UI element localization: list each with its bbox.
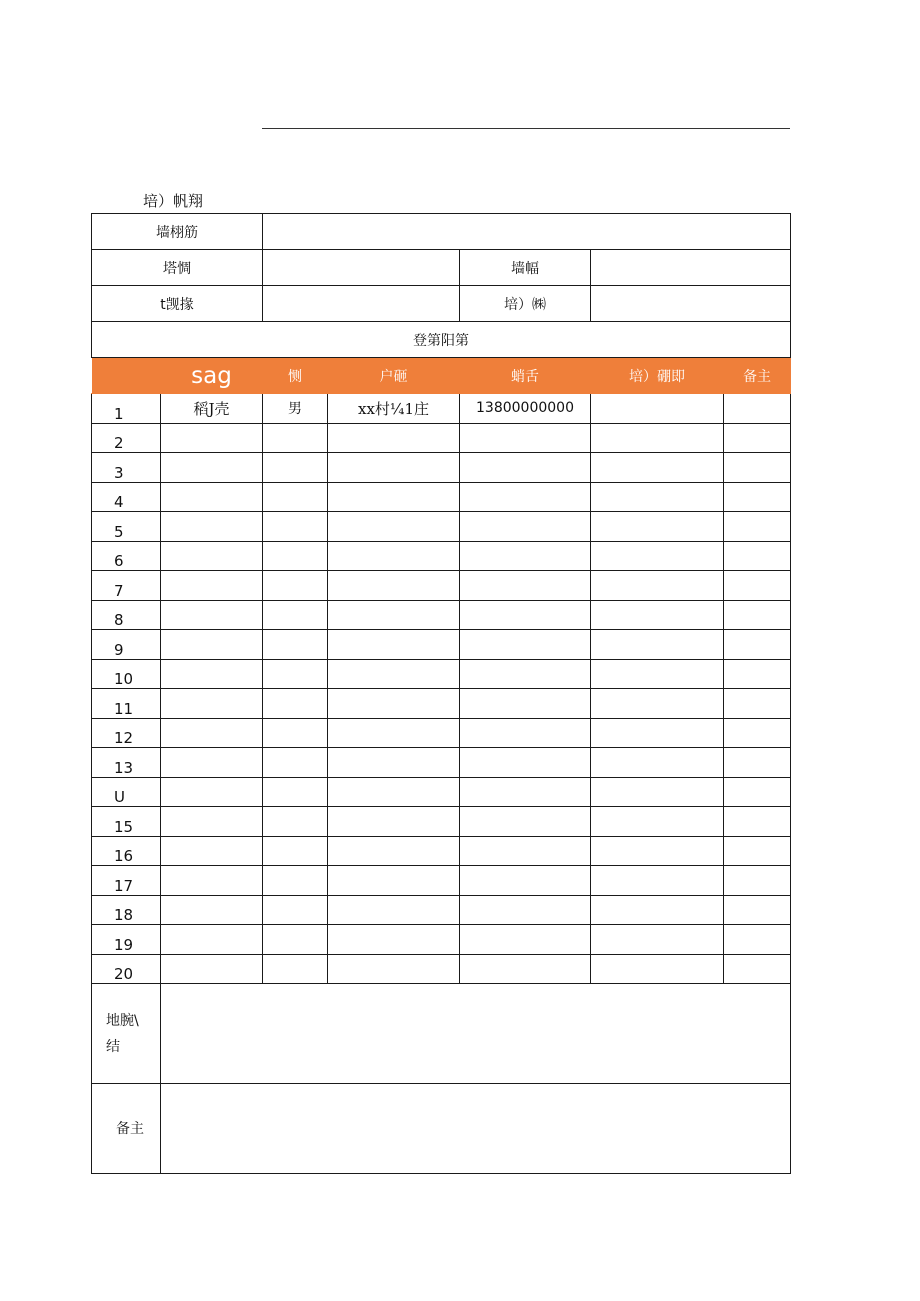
table-row	[92, 571, 791, 601]
phone-cell[interactable]	[460, 718, 591, 748]
gender-cell[interactable]	[263, 718, 328, 748]
table-row	[92, 925, 791, 955]
table-row	[92, 807, 791, 837]
table-row	[92, 512, 791, 542]
column-header-address: 户砸	[328, 358, 460, 394]
row-number: 20	[92, 954, 161, 984]
phone-cell[interactable]	[460, 925, 591, 955]
remark-cell[interactable]	[724, 423, 791, 453]
gender-cell[interactable]	[263, 748, 328, 778]
name-cell[interactable]	[161, 777, 263, 807]
row-number: 17	[92, 866, 161, 896]
name-cell[interactable]	[161, 512, 263, 542]
info-label-1: 墙栩筋	[92, 214, 263, 250]
gender-cell[interactable]	[263, 571, 328, 601]
remark-cell[interactable]	[724, 453, 791, 483]
phone-cell[interactable]	[460, 512, 591, 542]
date-cell[interactable]	[591, 512, 724, 542]
column-header-remark: 备主	[724, 358, 791, 394]
name-cell[interactable]	[161, 630, 263, 660]
remark-cell[interactable]	[724, 777, 791, 807]
gender-cell[interactable]	[263, 659, 328, 689]
date-cell[interactable]	[591, 571, 724, 601]
date-cell[interactable]	[591, 482, 724, 512]
remark-cell[interactable]	[724, 541, 791, 571]
info-label-2b: 墙幅	[460, 250, 591, 286]
address-cell[interactable]	[328, 571, 460, 601]
gender-cell[interactable]	[263, 954, 328, 984]
table-row	[92, 659, 791, 689]
table-row	[92, 895, 791, 925]
name-cell[interactable]	[161, 954, 263, 984]
name-cell[interactable]	[161, 689, 263, 719]
section-title: 登第阳第	[92, 322, 791, 358]
phone-cell[interactable]	[460, 600, 591, 630]
table-row	[92, 600, 791, 630]
summary-label-line1: 地腕\	[106, 1012, 139, 1029]
gender-cell[interactable]	[263, 541, 328, 571]
phone-cell[interactable]	[460, 630, 591, 660]
gender-cell[interactable]	[263, 866, 328, 896]
name-cell[interactable]	[161, 571, 263, 601]
date-cell[interactable]	[591, 541, 724, 571]
address-cell[interactable]	[328, 482, 460, 512]
remark-cell[interactable]	[724, 866, 791, 896]
row-number: 8	[92, 600, 161, 630]
table-row	[92, 541, 791, 571]
gender-cell[interactable]	[263, 925, 328, 955]
summary-label	[92, 984, 161, 1084]
date-cell[interactable]	[591, 777, 724, 807]
name-cell[interactable]	[161, 659, 263, 689]
phone-cell[interactable]	[460, 954, 591, 984]
address-cell[interactable]	[328, 925, 460, 955]
address-cell[interactable]	[328, 659, 460, 689]
date-cell[interactable]	[591, 718, 724, 748]
column-header-phone: 蛸舌	[460, 358, 591, 394]
info-label-3a: t觊掾	[92, 286, 263, 322]
table-row	[92, 836, 791, 866]
name-cell[interactable]	[161, 718, 263, 748]
gender-cell[interactable]	[263, 895, 328, 925]
row-number: 6	[92, 541, 161, 571]
date-cell[interactable]	[591, 659, 724, 689]
info-value-2b[interactable]	[591, 250, 791, 286]
address-cell[interactable]	[328, 748, 460, 778]
phone-cell[interactable]: 13800000000	[460, 394, 591, 424]
remark-cell[interactable]	[724, 482, 791, 512]
date-cell[interactable]	[591, 895, 724, 925]
phone-cell[interactable]	[460, 807, 591, 837]
date-cell[interactable]	[591, 630, 724, 660]
name-cell[interactable]	[161, 541, 263, 571]
date-cell[interactable]	[591, 866, 724, 896]
date-cell[interactable]	[591, 807, 724, 837]
phone-cell[interactable]	[460, 689, 591, 719]
row-number: 10	[92, 659, 161, 689]
table-row	[92, 866, 791, 896]
date-cell[interactable]	[591, 836, 724, 866]
remark-cell[interactable]	[724, 571, 791, 601]
remark-cell[interactable]	[724, 630, 791, 660]
name-cell[interactable]	[161, 866, 263, 896]
table-row	[92, 777, 791, 807]
remark-label: 备主	[92, 1084, 161, 1174]
table-row	[92, 630, 791, 660]
table-row	[92, 423, 791, 453]
row-number: 1	[92, 394, 161, 424]
remark-cell[interactable]	[724, 836, 791, 866]
gender-cell[interactable]	[263, 807, 328, 837]
phone-cell[interactable]	[460, 541, 591, 571]
phone-cell[interactable]	[460, 748, 591, 778]
name-cell[interactable]	[161, 600, 263, 630]
name-cell[interactable]	[161, 925, 263, 955]
gender-cell[interactable]: 男	[263, 394, 328, 424]
gender-cell[interactable]	[263, 512, 328, 542]
data-rows	[92, 394, 791, 984]
row-number: 18	[92, 895, 161, 925]
gender-cell[interactable]	[263, 482, 328, 512]
table-row	[92, 453, 791, 483]
top-rule	[262, 128, 790, 129]
remark-cell[interactable]	[724, 659, 791, 689]
column-header-gender: 恻	[263, 358, 328, 394]
remark-cell[interactable]	[724, 954, 791, 984]
date-cell[interactable]	[591, 689, 724, 719]
address-cell[interactable]	[328, 807, 460, 837]
row-number: 13	[92, 748, 161, 778]
row-number: 4	[92, 482, 161, 512]
row-number: 5	[92, 512, 161, 542]
address-cell[interactable]	[328, 453, 460, 483]
info-value-2a[interactable]	[263, 250, 460, 286]
date-cell[interactable]	[591, 925, 724, 955]
gender-cell[interactable]	[263, 423, 328, 453]
remark-value[interactable]	[161, 1084, 791, 1174]
info-value-3a[interactable]	[263, 286, 460, 322]
remark-cell[interactable]	[724, 748, 791, 778]
table-row	[92, 482, 791, 512]
remark-cell[interactable]	[724, 600, 791, 630]
phone-cell[interactable]	[460, 659, 591, 689]
address-cell[interactable]	[328, 512, 460, 542]
phone-cell[interactable]	[460, 423, 591, 453]
row-number: 11	[92, 689, 161, 719]
phone-cell[interactable]	[460, 777, 591, 807]
table-row	[92, 748, 791, 778]
row-number: 9	[92, 630, 161, 660]
table-row	[92, 718, 791, 748]
address-cell[interactable]	[328, 895, 460, 925]
phone-cell[interactable]	[460, 482, 591, 512]
address-cell[interactable]	[328, 718, 460, 748]
address-cell[interactable]	[328, 423, 460, 453]
summary-label-line2: 结	[106, 1038, 120, 1055]
remark-cell[interactable]	[724, 689, 791, 719]
column-header-row	[92, 358, 791, 394]
gender-cell[interactable]	[263, 453, 328, 483]
address-cell[interactable]	[328, 689, 460, 719]
info-label-3b: 培）㈱	[460, 286, 591, 322]
address-cell[interactable]	[328, 600, 460, 630]
address-cell[interactable]	[328, 630, 460, 660]
column-header-index	[92, 358, 161, 394]
address-cell[interactable]: xx村¼1庄	[328, 394, 460, 424]
date-cell[interactable]	[591, 394, 724, 424]
row-number: 12	[92, 718, 161, 748]
name-cell[interactable]	[161, 453, 263, 483]
name-cell[interactable]	[161, 482, 263, 512]
registration-form-table	[91, 213, 791, 1174]
row-number: 16	[92, 836, 161, 866]
column-header-name: sag	[161, 358, 263, 394]
info-label-2a: 塔惆	[92, 250, 263, 286]
remark-cell[interactable]	[724, 925, 791, 955]
gender-cell[interactable]	[263, 689, 328, 719]
date-cell[interactable]	[591, 954, 724, 984]
name-cell[interactable]	[161, 836, 263, 866]
table-row	[92, 394, 791, 424]
date-cell[interactable]	[591, 453, 724, 483]
address-cell[interactable]	[328, 777, 460, 807]
remark-cell[interactable]	[724, 718, 791, 748]
form-caption: 培）帆翔	[143, 192, 204, 210]
remark-cell[interactable]	[724, 807, 791, 837]
phone-cell[interactable]	[460, 571, 591, 601]
name-cell[interactable]	[161, 748, 263, 778]
name-cell[interactable]	[161, 423, 263, 453]
name-cell[interactable]: 稻J壳	[161, 394, 263, 424]
row-number: 19	[92, 925, 161, 955]
date-cell[interactable]	[591, 748, 724, 778]
remark-cell[interactable]	[724, 394, 791, 424]
gender-cell[interactable]	[263, 600, 328, 630]
remark-cell[interactable]	[724, 895, 791, 925]
row-number: 15	[92, 807, 161, 837]
date-cell[interactable]	[591, 600, 724, 630]
address-cell[interactable]	[328, 541, 460, 571]
remark-cell[interactable]	[724, 512, 791, 542]
date-cell[interactable]	[591, 423, 724, 453]
table-row	[92, 954, 791, 984]
name-cell[interactable]	[161, 895, 263, 925]
phone-cell[interactable]	[460, 453, 591, 483]
phone-cell[interactable]	[460, 895, 591, 925]
info-value-1[interactable]	[263, 214, 791, 250]
row-number: 7	[92, 571, 161, 601]
info-value-3b[interactable]	[591, 286, 791, 322]
table-row	[92, 689, 791, 719]
row-number: U	[92, 777, 161, 807]
row-number: 3	[92, 453, 161, 483]
name-cell[interactable]	[161, 807, 263, 837]
address-cell[interactable]	[328, 954, 460, 984]
gender-cell[interactable]	[263, 630, 328, 660]
row-number: 2	[92, 423, 161, 453]
phone-cell[interactable]	[460, 866, 591, 896]
column-header-date: 培）硼即	[591, 358, 724, 394]
summary-value[interactable]	[161, 984, 791, 1084]
gender-cell[interactable]	[263, 836, 328, 866]
address-cell[interactable]	[328, 836, 460, 866]
address-cell[interactable]	[328, 866, 460, 896]
gender-cell[interactable]	[263, 777, 328, 807]
phone-cell[interactable]	[460, 836, 591, 866]
